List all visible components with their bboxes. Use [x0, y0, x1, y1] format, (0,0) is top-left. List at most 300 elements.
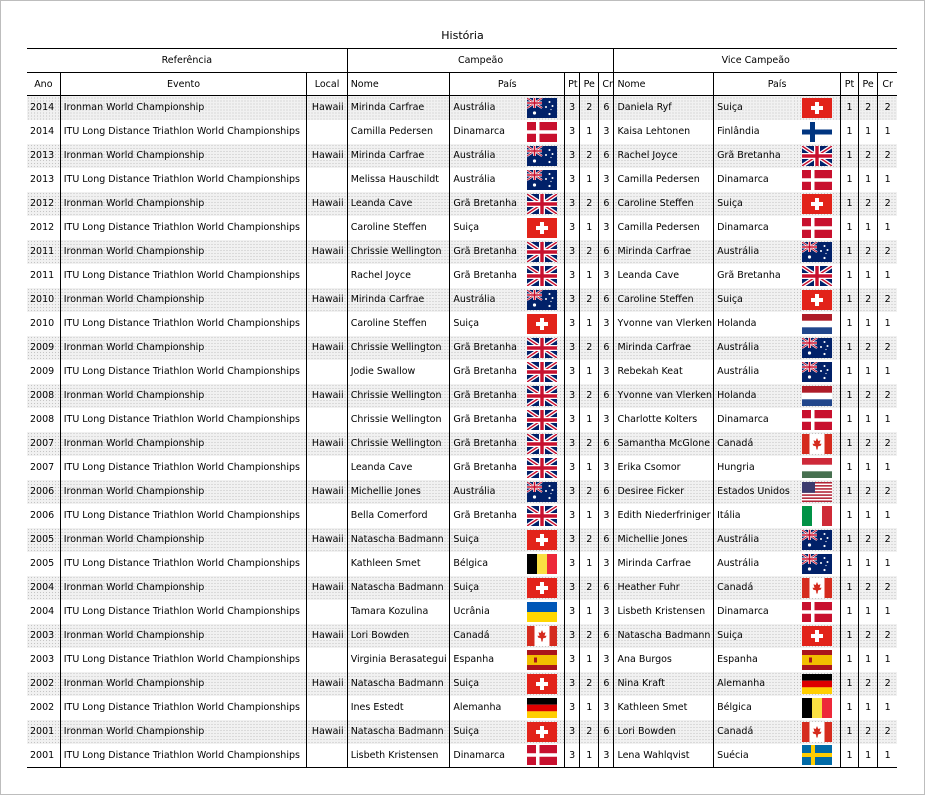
vice-pe-cell: 1	[859, 648, 878, 672]
campeao-pais-cell: Grã Bretanha	[450, 336, 520, 360]
vice-pais-cell: Dinamarca	[717, 222, 769, 233]
campeao-nome-cell: Rachel Joyce	[347, 264, 450, 288]
vice-pt-cell: 1	[840, 120, 858, 144]
australia-flag-icon	[527, 290, 557, 310]
campeao-cr-cell: 6	[599, 720, 614, 744]
campeao-pt-cell: 3	[565, 720, 580, 744]
vice-nome-cell: Kaisa Lehtonen	[614, 120, 714, 144]
campeao-pais-cell: Grã Bretanha	[453, 366, 517, 377]
uk-flag-icon	[802, 146, 832, 166]
vice-nome-cell: Edith Niederfriniger	[614, 504, 714, 528]
campeao-nome-cell: Natascha Badmann	[347, 672, 450, 696]
campeao-pais-cell: Canadá	[450, 624, 520, 648]
campeao-nome-cell: Michellie Jones	[347, 480, 450, 504]
vice-pt-cell: 1	[840, 384, 858, 408]
header-campeao-nome: Nome	[347, 73, 450, 96]
flag-cell	[520, 552, 564, 576]
denmark-flag-icon	[802, 170, 832, 190]
ano-cell: 2007	[27, 432, 60, 456]
flag-cell	[520, 168, 564, 192]
switzerland-flag-icon	[802, 290, 832, 310]
flag-cell	[793, 720, 840, 744]
ano-cell: 2012	[27, 216, 60, 240]
flag-cell	[793, 240, 840, 264]
campeao-nome-cell: Chrissie Wellington	[347, 432, 450, 456]
campeao-pt-cell: 3	[565, 480, 580, 504]
campeao-nome-cell: Camilla Pedersen	[347, 120, 450, 144]
vice-nome-cell: Camilla Pedersen	[614, 168, 714, 192]
vice-nome-cell: Yvonne van Vlerken	[614, 312, 714, 336]
local-cell: Hawaii	[307, 240, 347, 264]
vice-cr-cell: 1	[884, 126, 891, 137]
table-row	[27, 600, 897, 624]
vice-pe-cell: 2	[859, 192, 878, 216]
local-cell: Hawaii	[307, 144, 347, 168]
header-campeao: Campeão	[347, 49, 614, 73]
evento-cell: Ironman World Championship	[60, 432, 307, 456]
vice-pt-cell: 1	[840, 432, 858, 456]
local-cell	[307, 504, 347, 528]
campeao-pe-cell: 1	[580, 360, 599, 384]
hungary-flag-icon	[802, 458, 832, 478]
flag-cell	[793, 216, 840, 240]
campeao-pais-cell: Suiça	[450, 720, 520, 744]
campeao-pais-cell: Suiça	[450, 672, 520, 696]
evento-cell: Ironman World Championship	[60, 336, 307, 360]
vice-pais-cell: Austrália	[714, 528, 794, 552]
evento-cell: ITU Long Distance Triathlon World Championships	[60, 504, 307, 528]
column-header-row	[27, 73, 897, 96]
vice-cr-cell: 1	[884, 366, 891, 377]
local-cell	[307, 168, 347, 192]
vice-pe-cell: 1	[859, 216, 878, 240]
campeao-cr-cell: 3	[599, 216, 614, 240]
flag-cell	[520, 408, 564, 432]
local-cell: Hawaii	[307, 672, 347, 696]
campeao-pt-cell: 3	[565, 144, 580, 168]
vice-pe-cell: 2	[859, 624, 878, 648]
group-header-row	[27, 49, 897, 73]
campeao-pais-cell: Grã Bretanha	[450, 432, 520, 456]
table-row	[27, 168, 897, 192]
header-vice-pt: Pt	[840, 73, 858, 96]
vice-cr-cell: 1	[884, 270, 891, 281]
canada-flag-icon	[527, 626, 557, 646]
campeao-pe-cell: 2	[580, 672, 599, 696]
vice-cr-cell: 2	[878, 480, 897, 504]
vice-nome-cell: Ana Burgos	[614, 648, 714, 672]
flag-cell	[520, 360, 564, 384]
canada-flag-icon	[802, 722, 832, 742]
vice-pe-cell: 2	[859, 336, 878, 360]
vice-nome-cell: Michellie Jones	[614, 528, 714, 552]
vice-pt-cell: 1	[840, 480, 858, 504]
flag-cell	[793, 360, 840, 384]
campeao-pe-cell: 1	[580, 456, 599, 480]
campeao-pt-cell: 3	[565, 576, 580, 600]
vice-nome-cell: Mirinda Carfrae	[614, 336, 714, 360]
evento-cell: ITU Long Distance Triathlon World Championships	[60, 264, 307, 288]
flag-cell	[793, 384, 840, 408]
evento-cell: Ironman World Championship	[60, 576, 307, 600]
vice-pt-cell: 1	[840, 96, 858, 120]
vice-cr-cell: 2	[878, 576, 897, 600]
vice-pt-cell: 1	[840, 600, 858, 624]
header-vice-campeao: Vice Campeão	[614, 49, 897, 73]
ano-cell: 2010	[27, 288, 60, 312]
evento-cell: Ironman World Championship	[60, 480, 307, 504]
local-cell: Hawaii	[307, 288, 347, 312]
table-row	[27, 264, 897, 288]
table-row	[27, 408, 897, 432]
vice-cr-cell: 2	[878, 288, 897, 312]
flag-cell	[520, 336, 564, 360]
campeao-pe-cell: 2	[580, 288, 599, 312]
header-campeao-pt: Pt	[565, 73, 580, 96]
flag-cell	[520, 576, 564, 600]
flag-cell	[520, 96, 564, 120]
flag-cell	[793, 120, 840, 144]
vice-nome-cell: Charlotte Kolters	[614, 408, 714, 432]
flag-cell	[520, 144, 564, 168]
switzerland-flag-icon	[802, 98, 832, 118]
evento-cell: Ironman World Championship	[60, 720, 307, 744]
flag-cell	[793, 648, 840, 672]
uk-flag-icon	[527, 194, 557, 214]
campeao-pe-cell: 1	[580, 504, 599, 528]
campeao-pais-cell: Ucrânia	[453, 606, 490, 617]
vice-nome-cell: Nina Kraft	[614, 672, 714, 696]
campeao-cr-cell: 6	[599, 432, 614, 456]
history-table	[27, 48, 897, 768]
campeao-pe-cell: 2	[580, 192, 599, 216]
vice-cr-cell: 2	[878, 624, 897, 648]
australia-flag-icon	[802, 338, 832, 358]
evento-cell: Ironman World Championship	[60, 624, 307, 648]
evento-cell: Ironman World Championship	[60, 192, 307, 216]
vice-pais-cell: Finlândia	[717, 126, 760, 137]
vice-pt-cell: 1	[840, 168, 858, 192]
flag-cell	[520, 696, 564, 720]
vice-pais-cell: Dinamarca	[717, 414, 769, 425]
table-row	[27, 576, 897, 600]
campeao-nome-cell: Chrissie Wellington	[347, 240, 450, 264]
ano-cell: 2005	[27, 552, 60, 576]
campeao-pais-cell: Grã Bretanha	[450, 240, 520, 264]
campeao-pt-cell: 3	[565, 312, 580, 336]
vice-pais-cell: Alemanha	[714, 672, 794, 696]
vice-pt-cell: 1	[840, 336, 858, 360]
vice-cr-cell: 2	[878, 720, 897, 744]
campeao-cr-cell: 3	[599, 168, 614, 192]
vice-cr-cell: 1	[884, 558, 891, 569]
vice-nome-cell: Erika Csomor	[614, 456, 714, 480]
flag-cell	[520, 312, 564, 336]
australia-flag-icon	[802, 362, 832, 382]
evento-cell: Ironman World Championship	[60, 384, 307, 408]
page-title: História	[441, 29, 484, 42]
vice-pe-cell: 1	[859, 120, 878, 144]
evento-cell: ITU Long Distance Triathlon World Championships	[60, 408, 307, 432]
local-cell	[307, 456, 347, 480]
campeao-pt-cell: 3	[565, 192, 580, 216]
switzerland-flag-icon	[527, 314, 557, 334]
flag-cell	[793, 264, 840, 288]
flag-cell	[793, 168, 840, 192]
flag-cell	[793, 96, 840, 120]
vice-pais-cell: Holanda	[717, 318, 757, 329]
local-cell: Hawaii	[307, 720, 347, 744]
vice-pt-cell: 1	[840, 264, 858, 288]
vice-pais-cell: Estados Unidos	[714, 480, 794, 504]
vice-cr-cell: 1	[884, 318, 891, 329]
campeao-pe-cell: 1	[580, 216, 599, 240]
australia-flag-icon	[802, 554, 832, 574]
campeao-pais-cell: Dinamarca	[453, 126, 505, 137]
campeao-nome-cell: Natascha Badmann	[347, 528, 450, 552]
campeao-nome-cell: Leanda Cave	[347, 456, 450, 480]
table-row	[27, 384, 897, 408]
vice-pe-cell: 1	[859, 312, 878, 336]
campeao-cr-cell: 3	[599, 312, 614, 336]
vice-pe-cell: 2	[859, 240, 878, 264]
local-cell	[307, 216, 347, 240]
local-cell: Hawaii	[307, 480, 347, 504]
local-cell	[307, 552, 347, 576]
evento-cell: ITU Long Distance Triathlon World Championships	[60, 744, 307, 768]
denmark-flag-icon	[527, 122, 557, 142]
vice-pt-cell: 1	[840, 288, 858, 312]
campeao-cr-cell: 3	[599, 504, 614, 528]
vice-nome-cell: Mirinda Carfrae	[614, 240, 714, 264]
campeao-pt-cell: 3	[565, 672, 580, 696]
ano-cell: 2003	[27, 648, 60, 672]
australia-flag-icon	[802, 530, 832, 550]
flag-cell	[793, 288, 840, 312]
campeao-pais-cell: Austrália	[450, 96, 520, 120]
campeao-pais-cell: Austrália	[450, 144, 520, 168]
flag-cell	[520, 264, 564, 288]
flag-cell	[793, 744, 840, 768]
campeao-pt-cell: 3	[565, 624, 580, 648]
campeao-cr-cell: 3	[599, 120, 614, 144]
campeao-pe-cell: 2	[580, 576, 599, 600]
local-cell	[307, 264, 347, 288]
vice-nome-cell: Camilla Pedersen	[614, 216, 714, 240]
vice-pe-cell: 1	[859, 264, 878, 288]
campeao-pe-cell: 1	[580, 120, 599, 144]
evento-cell: ITU Long Distance Triathlon World Championships	[60, 648, 307, 672]
ano-cell: 2011	[27, 240, 60, 264]
belgium-flag-icon	[527, 554, 557, 574]
campeao-cr-cell: 3	[599, 552, 614, 576]
vice-pt-cell: 1	[840, 672, 858, 696]
campeao-cr-cell: 6	[599, 528, 614, 552]
canada-flag-icon	[802, 578, 832, 598]
header-campeao-cr: Cr	[599, 73, 614, 96]
campeao-pais-cell: Suiça	[453, 318, 480, 329]
campeao-pais-cell: Grã Bretanha	[453, 270, 517, 281]
ano-cell: 2008	[27, 384, 60, 408]
vice-nome-cell: Mirinda Carfrae	[614, 552, 714, 576]
table-row	[27, 672, 897, 696]
vice-pais-cell: Austrália	[717, 558, 760, 569]
local-cell: Hawaii	[307, 432, 347, 456]
uk-flag-icon	[527, 386, 557, 406]
italy-flag-icon	[802, 506, 832, 526]
campeao-pt-cell: 3	[565, 240, 580, 264]
flag-cell	[520, 240, 564, 264]
vice-pais-cell: Grã Bretanha	[714, 144, 794, 168]
evento-cell: ITU Long Distance Triathlon World Championships	[60, 360, 307, 384]
local-cell: Hawaii	[307, 576, 347, 600]
campeao-cr-cell: 6	[599, 672, 614, 696]
evento-cell: ITU Long Distance Triathlon World Championships	[60, 216, 307, 240]
vice-pt-cell: 1	[840, 408, 858, 432]
vice-pais-cell: Canadá	[714, 432, 794, 456]
ano-cell: 2011	[27, 264, 60, 288]
header-vice-pe: Pe	[859, 73, 878, 96]
switzerland-flag-icon	[527, 722, 557, 742]
campeao-pe-cell: 1	[580, 552, 599, 576]
campeao-nome-cell: Mirinda Carfrae	[347, 96, 450, 120]
flag-cell	[793, 696, 840, 720]
vice-pt-cell: 1	[840, 360, 858, 384]
ukraine-flag-icon	[527, 602, 557, 622]
vice-pt-cell: 1	[840, 624, 858, 648]
table-row	[27, 312, 897, 336]
campeao-nome-cell: Tamara Kozulina	[347, 600, 450, 624]
evento-cell: Ironman World Championship	[60, 144, 307, 168]
vice-pais-cell: Suécia	[714, 744, 794, 768]
local-cell	[307, 648, 347, 672]
ano-cell: 2014	[27, 96, 60, 120]
campeao-nome-cell: Chrissie Wellington	[347, 408, 450, 432]
ano-cell: 2002	[27, 672, 60, 696]
denmark-flag-icon	[527, 745, 557, 765]
vice-pais-cell: Espanha	[717, 654, 758, 665]
vice-pt-cell: 1	[840, 192, 858, 216]
table-row	[27, 336, 897, 360]
vice-nome-cell: Lori Bowden	[614, 720, 714, 744]
vice-cr-cell: 1	[884, 222, 891, 233]
flag-cell	[793, 624, 840, 648]
campeao-nome-cell: Kathleen Smet	[347, 552, 450, 576]
campeao-pe-cell: 2	[580, 240, 599, 264]
campeao-pais-cell: Grã Bretanha	[450, 384, 520, 408]
vice-cr-cell: 1	[884, 654, 891, 665]
flag-cell	[520, 528, 564, 552]
flag-cell	[793, 576, 840, 600]
campeao-nome-cell: Virginia Berasategui	[347, 648, 450, 672]
vice-cr-cell: 1	[884, 462, 891, 473]
table-row	[27, 360, 897, 384]
vice-pt-cell: 1	[840, 720, 858, 744]
vice-pe-cell: 2	[859, 144, 878, 168]
campeao-cr-cell: 3	[599, 264, 614, 288]
switzerland-flag-icon	[527, 674, 557, 694]
campeao-nome-cell: Ines Estedt	[347, 696, 450, 720]
local-cell	[307, 360, 347, 384]
flag-cell	[520, 504, 564, 528]
flag-cell	[520, 744, 564, 768]
vice-cr-cell: 2	[878, 96, 897, 120]
campeao-cr-cell: 3	[599, 408, 614, 432]
netherlands-flag-icon	[802, 314, 832, 334]
campeao-pt-cell: 3	[565, 456, 580, 480]
ano-cell: 2002	[27, 696, 60, 720]
table-row	[27, 696, 897, 720]
ano-cell: 2006	[27, 480, 60, 504]
switzerland-flag-icon	[527, 578, 557, 598]
uk-flag-icon	[527, 434, 557, 454]
table-row	[27, 216, 897, 240]
vice-pt-cell: 1	[840, 576, 858, 600]
belgium-flag-icon	[802, 698, 832, 718]
uk-flag-icon	[527, 410, 557, 430]
local-cell	[307, 120, 347, 144]
vice-pe-cell: 1	[859, 696, 878, 720]
vice-pt-cell: 1	[840, 456, 858, 480]
spain-flag-icon	[802, 650, 832, 670]
campeao-pe-cell: 2	[580, 480, 599, 504]
vice-pe-cell: 1	[859, 360, 878, 384]
vice-pe-cell: 1	[859, 504, 878, 528]
ano-cell: 2004	[27, 576, 60, 600]
ano-cell: 2009	[27, 336, 60, 360]
uk-flag-icon	[527, 242, 557, 262]
usa-flag-icon	[802, 482, 832, 502]
australia-flag-icon	[527, 482, 557, 502]
ano-cell: 2004	[27, 600, 60, 624]
vice-pais-cell: Hungria	[717, 462, 755, 473]
ano-cell: 2009	[27, 360, 60, 384]
vice-pais-cell: Suiça	[714, 192, 794, 216]
campeao-pt-cell: 3	[565, 408, 580, 432]
vice-pt-cell: 1	[840, 744, 858, 768]
vice-pe-cell: 1	[859, 600, 878, 624]
evento-cell: ITU Long Distance Triathlon World Championships	[60, 168, 307, 192]
header-referencia: Referência	[27, 49, 347, 73]
vice-nome-cell: Yvonne van Vlerken	[614, 384, 714, 408]
uk-flag-icon	[527, 266, 557, 286]
local-cell: Hawaii	[307, 192, 347, 216]
flag-cell	[520, 648, 564, 672]
vice-nome-cell: Heather Fuhr	[614, 576, 714, 600]
table-row	[27, 504, 897, 528]
flag-cell	[793, 144, 840, 168]
campeao-pt-cell: 3	[565, 744, 580, 768]
campeao-cr-cell: 6	[599, 576, 614, 600]
evento-cell: Ironman World Championship	[60, 672, 307, 696]
vice-pe-cell: 2	[859, 96, 878, 120]
evento-cell: ITU Long Distance Triathlon World Championships	[60, 600, 307, 624]
campeao-pt-cell: 3	[565, 600, 580, 624]
campeao-pt-cell: 3	[565, 432, 580, 456]
ano-cell: 2013	[27, 144, 60, 168]
vice-pe-cell: 2	[859, 480, 878, 504]
vice-nome-cell: Samantha McGlone	[614, 432, 714, 456]
campeao-nome-cell: Lori Bowden	[347, 624, 450, 648]
vice-nome-cell: Natascha Badmann	[614, 624, 714, 648]
campeao-pt-cell: 3	[565, 384, 580, 408]
campeao-nome-cell: Mirinda Carfrae	[347, 288, 450, 312]
campeao-cr-cell: 3	[599, 696, 614, 720]
vice-cr-cell: 2	[878, 336, 897, 360]
campeao-pe-cell: 2	[580, 432, 599, 456]
vice-pe-cell: 1	[859, 744, 878, 768]
campeao-cr-cell: 3	[599, 648, 614, 672]
